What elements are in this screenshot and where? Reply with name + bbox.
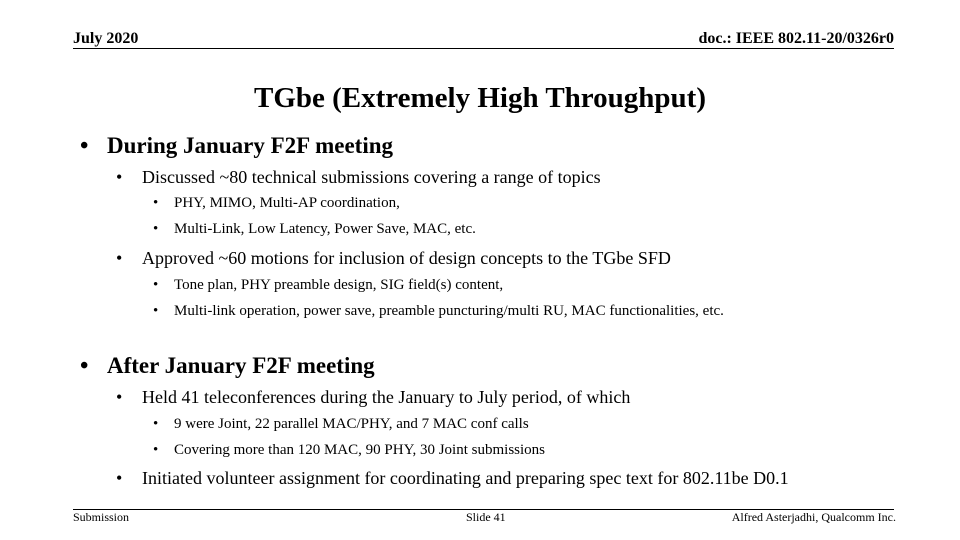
bullet-icon: • <box>153 416 159 432</box>
bullet-text: After January F2F meeting <box>107 353 375 378</box>
header-date: July 2020 <box>73 30 139 47</box>
header-doc-id: doc.: IEEE 802.11-20/0326r0 <box>698 30 894 47</box>
bullet-icon: • <box>80 353 89 379</box>
bullet-text: Held 41 teleconferences during the January to July period, of which <box>142 387 631 407</box>
bullet-text: Tone plan, PHY preamble design, SIG field(s) content, <box>174 277 504 293</box>
bullet-icon: • <box>116 387 123 407</box>
bullet-text: 9 were Joint, 22 parallel MAC/PHY, and 7 MAC conf calls <box>174 416 529 432</box>
footer-slide-number: Slide 41 <box>466 510 506 524</box>
bullet-icon: • <box>116 468 123 488</box>
bullet-text: Covering more than 120 MAC, 90 PHY, 30 Joint submissions <box>174 442 545 458</box>
bullet-icon: • <box>153 303 159 319</box>
bullet-text: Initiated volunteer assignment for coordinating and preparing spec text for 802.11be D0.1 <box>142 468 789 488</box>
bullet-icon: • <box>153 442 159 458</box>
bullet-text: Multi-link operation, power save, preamble puncturing/multi RU, MAC functionalities, etc. <box>174 303 724 319</box>
bullet-text: During January F2F meeting <box>107 133 393 158</box>
bullet-icon: • <box>153 195 159 211</box>
bullet-icon: • <box>153 221 159 237</box>
bullet-icon: • <box>116 167 123 187</box>
slide-title: TGbe (Extremely High Throughput) <box>254 82 706 114</box>
bullet-icon: • <box>116 248 123 268</box>
bullet-icon: • <box>153 277 159 293</box>
footer-author: Alfred Asterjadhi, Qualcomm Inc. <box>731 510 896 524</box>
bullet-text: Discussed ~80 technical submissions covering a range of topics <box>142 167 601 187</box>
bullet-icon: • <box>80 133 89 159</box>
bullet-text: Approved ~60 motions for inclusion of design concepts to the TGbe SFD <box>142 248 671 268</box>
bullet-text: Multi-Link, Low Latency, Power Save, MAC, etc. <box>174 221 476 237</box>
footer-submission: Submission <box>73 510 130 524</box>
bullet-text: PHY, MIMO, Multi-AP coordination, <box>174 195 400 211</box>
